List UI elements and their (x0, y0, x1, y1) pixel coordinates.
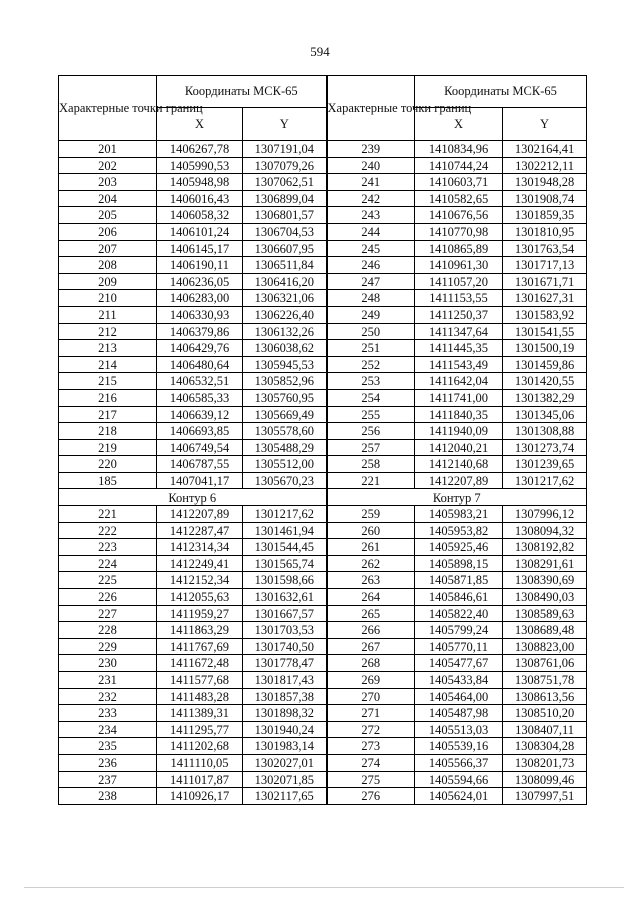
right-point-cell: 261 (327, 539, 415, 556)
left-point-cell: 236 (59, 754, 157, 771)
table-row (59, 389, 587, 406)
left-point-cell: 204 (59, 190, 157, 207)
left-point-cell: 205 (59, 207, 157, 224)
left-y-cell: 1307079,26 (243, 157, 327, 174)
right-x-cell: 1410770,98 (415, 223, 503, 240)
right-y-cell: 1308201,73 (503, 754, 587, 771)
table-row (59, 174, 587, 191)
left-point-cell: 210 (59, 290, 157, 307)
right-point-cell: 242 (327, 190, 415, 207)
right-x-cell: 1410865,89 (415, 240, 503, 257)
right-point-cell: 245 (327, 240, 415, 257)
right-point-cell: 274 (327, 754, 415, 771)
left-y-cell: 1305512,00 (243, 456, 327, 473)
table-row (59, 472, 587, 489)
right-x-cell: 1405846,61 (415, 589, 503, 606)
right-x-cell: 1410603,71 (415, 174, 503, 191)
left-point-cell: 219 (59, 439, 157, 456)
left-y-cell: 1306038,62 (243, 340, 327, 357)
right-y-cell: 1308510,20 (503, 705, 587, 722)
right-y-cell: 1301908,74 (503, 190, 587, 207)
left-y-cell: 1301565,74 (243, 555, 327, 572)
left-point-cell: 237 (59, 771, 157, 788)
left-point-cell: 218 (59, 423, 157, 440)
right-y-cell: 1308192,82 (503, 539, 587, 556)
table-row (59, 141, 587, 158)
left-x-cell: 1406058,32 (157, 207, 243, 224)
table-row (59, 555, 587, 572)
right-y-cell: 1301420,55 (503, 373, 587, 390)
left-point-cell: 207 (59, 240, 157, 257)
right-x-cell: 1405487,98 (415, 705, 503, 722)
right-y-cell: 1301627,31 (503, 290, 587, 307)
right-x-cell: 1411543,49 (415, 356, 503, 373)
left-x-cell: 1411295,77 (157, 721, 243, 738)
left-y-cell: 1307062,51 (243, 174, 327, 191)
right-point-cell: 246 (327, 257, 415, 274)
table-row (59, 240, 587, 257)
left-x-cell: 1406532,51 (157, 373, 243, 390)
right-y-cell: 1308751,78 (503, 672, 587, 689)
left-x-cell: 1412152,34 (157, 572, 243, 589)
left-y-cell: 1302027,01 (243, 754, 327, 771)
table-row (59, 356, 587, 373)
right-y-cell: 1301308,88 (503, 423, 587, 440)
right-y-cell: 1308823,00 (503, 638, 587, 655)
right-x-cell: 1405898,15 (415, 555, 503, 572)
right-point-cell: 221 (327, 472, 415, 489)
right-y-cell: 1301239,65 (503, 456, 587, 473)
left-point-cell: 223 (59, 539, 157, 556)
right-y-cell: 1308094,32 (503, 522, 587, 539)
table-row (59, 655, 587, 672)
right-x-cell: 1410676,56 (415, 207, 503, 224)
coordinates-table (58, 75, 587, 805)
right-point-cell: 253 (327, 373, 415, 390)
right-y-cell: 1308390,69 (503, 572, 587, 589)
left-x-cell: 1406236,05 (157, 273, 243, 290)
left-y-cell: 1301778,47 (243, 655, 327, 672)
left-y-cell: 1301703,53 (243, 622, 327, 639)
left-x-cell: 1406379,86 (157, 323, 243, 340)
left-point-cell: 212 (59, 323, 157, 340)
right-y-cell: 1308589,63 (503, 605, 587, 622)
header-x-right: X (415, 108, 503, 141)
left-point-cell: 213 (59, 340, 157, 357)
left-x-cell: 1406101,24 (157, 223, 243, 240)
left-x-cell: 1411959,27 (157, 605, 243, 622)
left-x-cell: 1406267,78 (157, 141, 243, 158)
right-x-cell: 1411347,64 (415, 323, 503, 340)
left-x-cell: 1412287,47 (157, 522, 243, 539)
table-row (59, 638, 587, 655)
right-x-cell: 1411250,37 (415, 306, 503, 323)
left-point-cell: 235 (59, 738, 157, 755)
right-x-cell: 1411840,35 (415, 406, 503, 423)
right-y-cell: 1301273,74 (503, 439, 587, 456)
right-y-cell: 1301671,71 (503, 273, 587, 290)
left-y-cell: 1305945,53 (243, 356, 327, 373)
right-y-cell: 1301382,29 (503, 389, 587, 406)
right-point-cell: 248 (327, 290, 415, 307)
table-row (59, 273, 587, 290)
left-point-cell: 214 (59, 356, 157, 373)
right-y-cell: 1301500,19 (503, 340, 587, 357)
left-x-cell: 1407041,17 (157, 472, 243, 489)
right-x-cell: 1410834,96 (415, 141, 503, 158)
left-y-cell: 1301217,62 (243, 506, 327, 523)
right-point-cell: 269 (327, 672, 415, 689)
right-y-cell: 1307996,12 (503, 506, 587, 523)
left-point-cell: 230 (59, 655, 157, 672)
right-y-cell: 1301541,55 (503, 323, 587, 340)
left-point-cell: 221 (59, 506, 157, 523)
left-y-cell: 1301898,32 (243, 705, 327, 722)
right-point-cell: 243 (327, 207, 415, 224)
right-x-cell: 1412207,89 (415, 472, 503, 489)
right-y-cell: 1301717,13 (503, 257, 587, 274)
left-point-cell: 203 (59, 174, 157, 191)
header-y-right: Y (503, 108, 587, 141)
left-point-cell: 229 (59, 638, 157, 655)
left-x-cell: 1406480,64 (157, 356, 243, 373)
left-x-cell: 1406693,85 (157, 423, 243, 440)
left-y-cell: 1301983,14 (243, 738, 327, 755)
table-row (59, 672, 587, 689)
header-coords-left: Координаты МСК-65 (157, 76, 327, 108)
left-point-cell: 209 (59, 273, 157, 290)
left-y-cell: 1301461,94 (243, 522, 327, 539)
table-row (59, 223, 587, 240)
right-y-cell: 1301810,95 (503, 223, 587, 240)
left-x-cell: 1405990,53 (157, 157, 243, 174)
right-point-cell: 272 (327, 721, 415, 738)
right-point-cell: 258 (327, 456, 415, 473)
left-x-cell: 1406283,00 (157, 290, 243, 307)
left-y-cell: 1301667,57 (243, 605, 327, 622)
right-y-cell: 1308689,48 (503, 622, 587, 639)
right-x-cell: 1412040,21 (415, 439, 503, 456)
right-x-cell: 1412140,68 (415, 456, 503, 473)
right-x-cell: 1411940,09 (415, 423, 503, 440)
right-point-cell: 263 (327, 572, 415, 589)
right-point-cell: 268 (327, 655, 415, 672)
right-point-cell: 259 (327, 506, 415, 523)
right-y-cell: 1307997,51 (503, 788, 587, 805)
header-x-left: X (157, 108, 243, 141)
left-y-cell: 1306801,57 (243, 207, 327, 224)
left-point-cell: 232 (59, 688, 157, 705)
left-point-cell: 233 (59, 705, 157, 722)
left-point-cell: 215 (59, 373, 157, 390)
right-point-cell: 247 (327, 273, 415, 290)
right-x-cell: 1405822,40 (415, 605, 503, 622)
left-y-cell: 1301857,38 (243, 688, 327, 705)
left-x-cell: 1412249,41 (157, 555, 243, 572)
left-point-cell: 228 (59, 622, 157, 639)
left-x-cell: 1406145,17 (157, 240, 243, 257)
left-y-cell: 1305488,29 (243, 439, 327, 456)
table-row (59, 771, 587, 788)
header-coords-right: Координаты МСК-65 (415, 76, 587, 108)
right-x-cell: 1405477,67 (415, 655, 503, 672)
contour-6-heading: Контур 6 (59, 489, 327, 506)
right-y-cell: 1308407,11 (503, 721, 587, 738)
right-point-cell: 254 (327, 389, 415, 406)
table-row (59, 705, 587, 722)
right-point-cell: 275 (327, 771, 415, 788)
table-row (59, 406, 587, 423)
left-y-cell: 1306607,95 (243, 240, 327, 257)
right-point-cell: 276 (327, 788, 415, 805)
right-x-cell: 1410582,65 (415, 190, 503, 207)
right-y-cell: 1301217,62 (503, 472, 587, 489)
left-point-cell: 231 (59, 672, 157, 689)
left-point-cell: 226 (59, 589, 157, 606)
left-y-cell: 1305578,60 (243, 423, 327, 440)
left-x-cell: 1411767,69 (157, 638, 243, 655)
left-point-cell: 216 (59, 389, 157, 406)
right-y-cell: 1308761,06 (503, 655, 587, 672)
right-point-cell: 249 (327, 306, 415, 323)
left-y-cell: 1302117,65 (243, 788, 327, 805)
left-y-cell: 1306511,84 (243, 257, 327, 274)
right-point-cell: 266 (327, 622, 415, 639)
right-point-cell: 262 (327, 555, 415, 572)
table-row (59, 522, 587, 539)
table-row (59, 539, 587, 556)
left-y-cell: 1307191,04 (243, 141, 327, 158)
right-x-cell: 1411741,00 (415, 389, 503, 406)
table-row (59, 439, 587, 456)
left-x-cell: 1411863,29 (157, 622, 243, 639)
left-point-cell: 217 (59, 406, 157, 423)
right-x-cell: 1405624,01 (415, 788, 503, 805)
left-y-cell: 1305760,95 (243, 389, 327, 406)
page-number: 594 (310, 44, 330, 59)
right-point-cell: 271 (327, 705, 415, 722)
table-row (59, 456, 587, 473)
left-point-cell: 224 (59, 555, 157, 572)
left-point-cell: 208 (59, 257, 157, 274)
right-x-cell: 1405513,03 (415, 721, 503, 738)
right-x-cell: 1405433,84 (415, 672, 503, 689)
contour-block-upper (59, 141, 587, 489)
left-y-cell: 1305670,23 (243, 472, 327, 489)
right-y-cell: 1301583,92 (503, 306, 587, 323)
right-point-cell: 256 (327, 423, 415, 440)
right-point-cell: 251 (327, 340, 415, 357)
right-x-cell: 1405953,82 (415, 522, 503, 539)
left-y-cell: 1305852,96 (243, 373, 327, 390)
left-point-cell: 222 (59, 522, 157, 539)
table-row (59, 340, 587, 357)
left-y-cell: 1301598,66 (243, 572, 327, 589)
right-y-cell: 1308613,56 (503, 688, 587, 705)
right-y-cell: 1301763,54 (503, 240, 587, 257)
left-y-cell: 1301544,45 (243, 539, 327, 556)
left-x-cell: 1406016,43 (157, 190, 243, 207)
table-row (59, 423, 587, 440)
contour-block-lower (59, 506, 587, 805)
table-row (59, 622, 587, 639)
left-y-cell: 1305669,49 (243, 406, 327, 423)
right-y-cell: 1308490,03 (503, 589, 587, 606)
table-row (59, 506, 587, 523)
left-y-cell: 1306226,40 (243, 306, 327, 323)
left-x-cell: 1406749,54 (157, 439, 243, 456)
right-point-cell: 265 (327, 605, 415, 622)
right-y-cell: 1308099,46 (503, 771, 587, 788)
header-y-left: Y (243, 108, 327, 141)
header-points-left: Характерные точки границ (59, 76, 157, 141)
left-x-cell: 1411483,28 (157, 688, 243, 705)
right-y-cell: 1301459,86 (503, 356, 587, 373)
table-row (59, 754, 587, 771)
left-y-cell: 1301940,24 (243, 721, 327, 738)
table-row (59, 688, 587, 705)
left-x-cell: 1406787,55 (157, 456, 243, 473)
right-x-cell: 1405871,85 (415, 572, 503, 589)
left-point-cell: 211 (59, 306, 157, 323)
right-point-cell: 267 (327, 638, 415, 655)
left-point-cell: 201 (59, 141, 157, 158)
contour-7-heading: Контур 7 (327, 489, 587, 506)
left-y-cell: 1306132,26 (243, 323, 327, 340)
right-point-cell: 240 (327, 157, 415, 174)
left-x-cell: 1406330,93 (157, 306, 243, 323)
left-point-cell: 185 (59, 472, 157, 489)
table-row (59, 373, 587, 390)
left-x-cell: 1411017,87 (157, 771, 243, 788)
right-point-cell: 260 (327, 522, 415, 539)
left-x-cell: 1411110,05 (157, 754, 243, 771)
table-row (59, 572, 587, 589)
right-point-cell: 270 (327, 688, 415, 705)
right-point-cell: 252 (327, 356, 415, 373)
right-x-cell: 1405770,11 (415, 638, 503, 655)
table-row (59, 290, 587, 307)
page-edge-line (24, 887, 624, 888)
right-point-cell: 255 (327, 406, 415, 423)
left-y-cell: 1302071,85 (243, 771, 327, 788)
table-row (59, 207, 587, 224)
table-row (59, 721, 587, 738)
right-x-cell: 1405925,46 (415, 539, 503, 556)
header-points-right: Характерные точки границ (327, 76, 415, 141)
left-x-cell: 1412207,89 (157, 506, 243, 523)
left-x-cell: 1411672,48 (157, 655, 243, 672)
left-x-cell: 1411202,68 (157, 738, 243, 755)
table-row (59, 190, 587, 207)
left-x-cell: 1412314,34 (157, 539, 243, 556)
right-x-cell: 1410961,30 (415, 257, 503, 274)
right-x-cell: 1405799,24 (415, 622, 503, 639)
left-point-cell: 202 (59, 157, 157, 174)
table-row (59, 323, 587, 340)
table-row (59, 157, 587, 174)
right-x-cell: 1411445,35 (415, 340, 503, 357)
right-point-cell: 239 (327, 141, 415, 158)
right-y-cell: 1301948,28 (503, 174, 587, 191)
table-row (59, 306, 587, 323)
right-x-cell: 1411642,04 (415, 373, 503, 390)
right-x-cell: 1411153,55 (415, 290, 503, 307)
contour-headings (59, 489, 587, 506)
right-y-cell: 1308304,28 (503, 738, 587, 755)
right-point-cell: 257 (327, 439, 415, 456)
right-x-cell: 1405464,00 (415, 688, 503, 705)
left-x-cell: 1406639,12 (157, 406, 243, 423)
table-row (59, 788, 587, 805)
right-x-cell: 1411057,20 (415, 273, 503, 290)
left-y-cell: 1301632,61 (243, 589, 327, 606)
table-row (59, 257, 587, 274)
left-x-cell: 1411389,31 (157, 705, 243, 722)
left-y-cell: 1306704,53 (243, 223, 327, 240)
left-x-cell: 1411577,68 (157, 672, 243, 689)
right-point-cell: 250 (327, 323, 415, 340)
left-point-cell: 234 (59, 721, 157, 738)
left-point-cell: 227 (59, 605, 157, 622)
left-x-cell: 1406585,33 (157, 389, 243, 406)
left-y-cell: 1306416,20 (243, 273, 327, 290)
right-y-cell: 1308291,61 (503, 555, 587, 572)
right-point-cell: 264 (327, 589, 415, 606)
left-x-cell: 1410926,17 (157, 788, 243, 805)
left-y-cell: 1306899,04 (243, 190, 327, 207)
right-y-cell: 1301859,35 (503, 207, 587, 224)
right-x-cell: 1405594,66 (415, 771, 503, 788)
right-y-cell: 1302212,11 (503, 157, 587, 174)
left-point-cell: 220 (59, 456, 157, 473)
right-point-cell: 244 (327, 223, 415, 240)
left-x-cell: 1406429,76 (157, 340, 243, 357)
right-y-cell: 1301345,06 (503, 406, 587, 423)
left-point-cell: 206 (59, 223, 157, 240)
right-point-cell: 273 (327, 738, 415, 755)
table-row (59, 738, 587, 755)
right-point-cell: 241 (327, 174, 415, 191)
left-point-cell: 238 (59, 788, 157, 805)
right-x-cell: 1410744,24 (415, 157, 503, 174)
right-y-cell: 1302164,41 (503, 141, 587, 158)
left-y-cell: 1301817,43 (243, 672, 327, 689)
right-x-cell: 1405983,21 (415, 506, 503, 523)
left-x-cell: 1412055,63 (157, 589, 243, 606)
left-y-cell: 1306321,06 (243, 290, 327, 307)
left-x-cell: 1405948,98 (157, 174, 243, 191)
table-row (59, 605, 587, 622)
right-x-cell: 1405566,37 (415, 754, 503, 771)
left-x-cell: 1406190,11 (157, 257, 243, 274)
right-x-cell: 1405539,16 (415, 738, 503, 755)
table-row (59, 589, 587, 606)
left-point-cell: 225 (59, 572, 157, 589)
left-y-cell: 1301740,50 (243, 638, 327, 655)
